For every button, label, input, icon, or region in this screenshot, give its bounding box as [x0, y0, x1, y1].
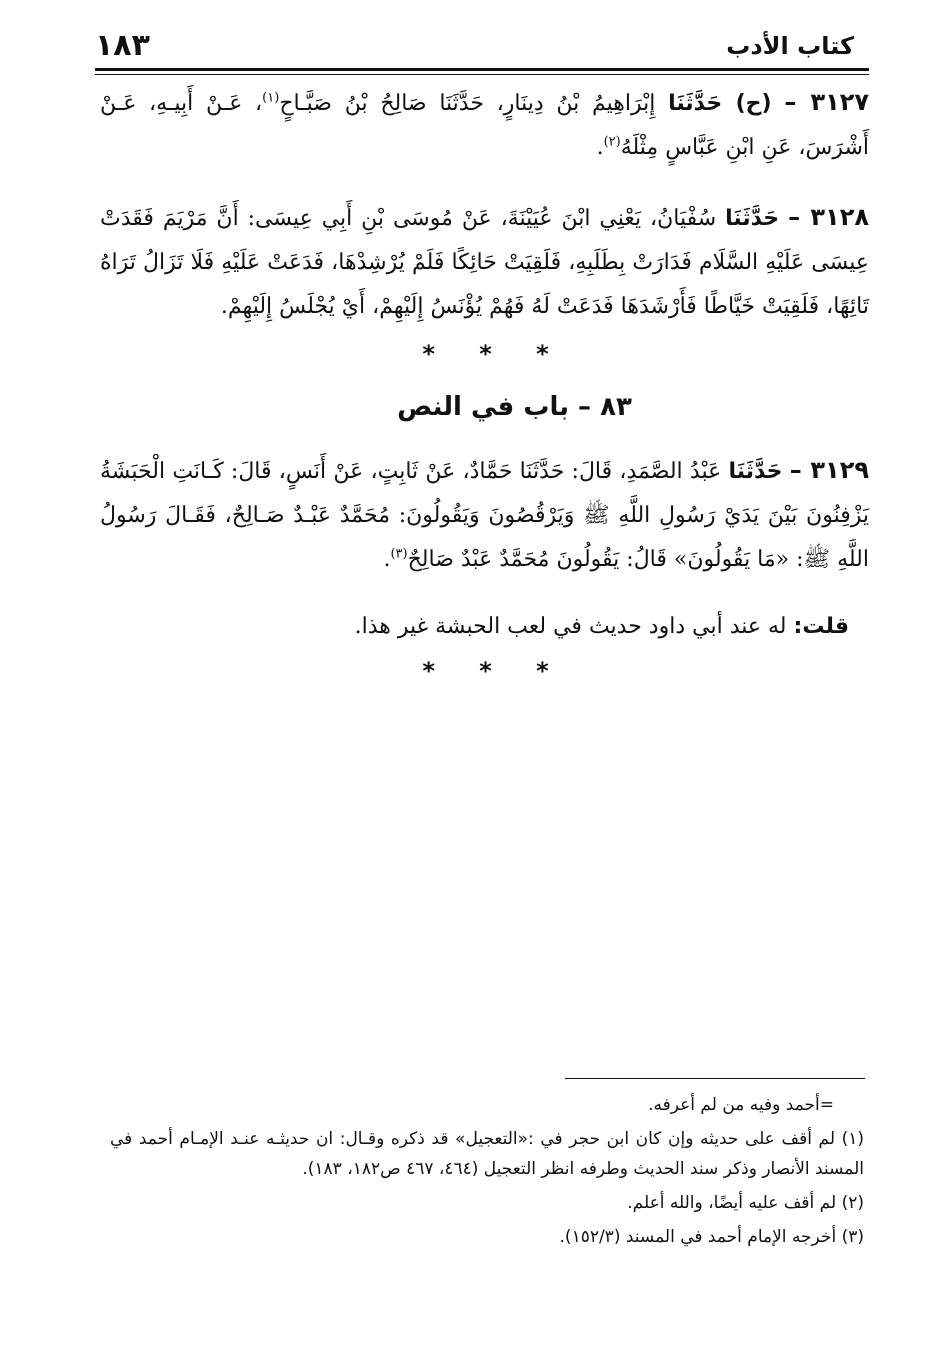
footnote-carryover: =أحمد وفيه من لم أعرفه.: [648, 1095, 834, 1115]
footnote-ref-1: (١): [262, 90, 280, 106]
book-title: كتاب الأدب: [726, 32, 854, 60]
header-rule-thin: [95, 74, 869, 75]
page-header: [95, 28, 854, 68]
hadith-number: ٣١٢٨ –: [788, 203, 869, 231]
hadith-3128: [100, 195, 869, 329]
footnote-1: (١) لم أقف على حديثه وإن كان ابن حجر في :«التعجيل» قد ذكره وقـال: ان حديثـه عنـد الإمـام أحمد في المسند الأنصار وذكر سند الحديث وطرفه انظر التعجيل (٤٦٤، ٤٦٧ ص١٨٢، ١٨٣).: [110, 1129, 864, 1179]
chapter-heading: ٨٣ – باب في النص: [397, 392, 632, 422]
hadith-lead: حَدَّثَنَا: [725, 206, 780, 231]
header-rule: [95, 68, 869, 71]
footnotes: [110, 1090, 864, 1256]
hadith-end: .: [596, 135, 604, 160]
section-separator: * * *: [422, 340, 567, 368]
hadith-number: ٣١٢٩ –: [789, 456, 869, 484]
hadith-end: .: [383, 547, 391, 572]
footnote-ref-3: (٣): [390, 546, 408, 562]
hadith-lead: حَدَّثَنَا: [728, 459, 783, 484]
section-separator: * * *: [422, 657, 567, 685]
hadith-text: سُفْيَانُ، يَعْنِي ابْنَ عُيَيْنَةَ، عَنْ مُوسَى بْنِ أَبِي عِيسَى: أَنَّ مَرْيَمَ فَقَدَتْ عِيسَى عَلَيْهِ السَّلَام فَدَارَتْ بِطَلَبِهِ، فَلَقِيَتْ حَائِكًا فَلَمْ يُرْشِدْهَا، فَدَعَتْ عَلَيْهِ فَلَا تَزَالُ تَرَاهُ تَائِهًا، فَلَقِيَتْ خَيَّاطًا فَأَرْشَدَهَا فَدَعَتْ لَهُ فَهُمْ يُؤْنَسُ إِلَيْهِمْ، أَيْ يُجْلَسُ إِلَيْهِمْ.: [100, 206, 870, 319]
qult-text: له عند أبي داود حديث في لعب الحبشة غير هذا.: [354, 614, 787, 639]
footnote-ref-2: (٢): [603, 134, 621, 150]
hadith-text-cont: ، عَـنْ أَبِيـهِ، عَـنْ أَشْرَسَ، عَنِ ابْنِ عَبَّاسٍ مِثْلَهُ: [100, 91, 869, 160]
hadith-number: ٣١٢٧ –: [784, 88, 870, 116]
hadith-3129: [100, 448, 869, 582]
qult-note: [100, 605, 849, 649]
footnote-rule: [565, 1078, 865, 1079]
hadith-text: إِبْرَاهِيمُ بْنُ دِينَارٍ، حَدَّثَنَا صَالِحُ بْنُ صَبَّـاحٍ: [279, 91, 656, 116]
footnote-2: (٢) لم أقف عليه أيضًا، والله أعلم.: [627, 1193, 864, 1213]
page-number: ١٨٣: [95, 28, 150, 63]
qult-label: قلت:: [793, 614, 849, 639]
hadith-text: عَبْدُ الصَّمَدِ، قَالَ: حَدَّثَنَا حَمَّادٌ، عَنْ ثَابِتٍ، عَنْ أَنَسٍ، قَالَ: كَـانَتِ الْحَبَشَةُ يَزْفِنُونَ بَيْنَ يَدَيْ رَسُولِ اللَّهِ ﷺ وَيَرْقُصُونَ وَيَقُولُونَ: مُحَمَّدٌ عَبْـدٌ صَـالِحٌ، فَقَـالَ رَسُولُ اللَّهِ ﷺ: «مَا يَقُولُونَ» قَالُ: يَقُولُونَ مُحَمَّدٌ عَبْدٌ صَالِحٌ: [100, 459, 869, 572]
hadith-lead: (ح) حَدَّثَنَا: [668, 91, 772, 116]
footnote-3: (٣) أخرجه الإمام أحمد في المسند (١٥٢/٣).: [559, 1227, 864, 1247]
hadith-3127: [100, 80, 869, 170]
